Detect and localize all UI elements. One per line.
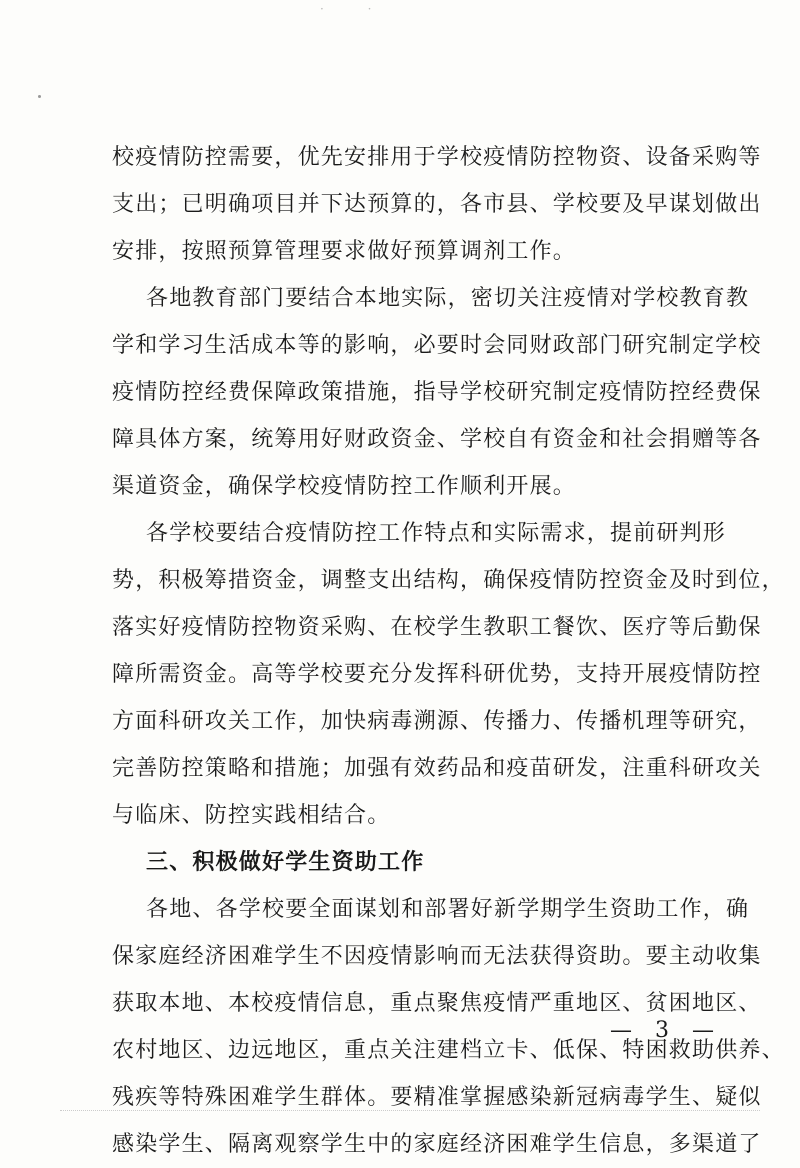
paragraph-start-line: 各学校要结合疫情防控工作特点和实际需求，提前研判形	[146, 521, 727, 546]
text-line: 学和学习生活成本等的影响，必要时会同财政部门研究制定学校	[112, 333, 762, 358]
paragraph-start-line: 各地教育部门要结合本地实际，密切关注疫情对学校教育教	[146, 286, 750, 311]
text-line: 疫情防控经费保障政策措施，指导学校研究制定疫情防控经费保	[112, 380, 762, 405]
text-line: 安排，按照预算管理要求做好预算调剂工作。	[112, 239, 577, 264]
text-line: 校疫情防控需要，优先安排用于学校疫情防控物资、设备采购等	[112, 145, 762, 170]
text-line: 完善防控策略和措施；加强有效药品和疫苗研发，注重科研攻关	[112, 756, 762, 781]
text-line: 残疾等特殊困难学生群体。要精准掌握感染新冠病毒学生、疑似	[112, 1085, 762, 1110]
text-line: 与临床、防控实践相结合。	[112, 803, 391, 828]
text-line: 势，积极筹措资金，调整支出结构，确保疫情防控资金及时到位，	[112, 568, 785, 593]
text-line: 方面科研攻关工作，加快病毒溯源、传播力、传播机理等研究，	[112, 709, 762, 734]
paragraph-start-line: 各地、各学校要全面谋划和部署好新学期学生资助工作，确	[146, 897, 750, 922]
text-line: 落实好疫情防控物资采购、在校学生教职工餐饮、医疗等后勤保	[112, 615, 762, 640]
text-line: 感染学生、隔离观察学生中的家庭经济困难学生信息，多渠道了	[112, 1132, 762, 1157]
text-line: 获取本地、本校疫情信息，重点聚焦疫情严重地区、贫困地区、	[112, 991, 762, 1016]
text-line: 障具体方案，统筹用好财政资金、学校自有资金和社会捐赠等各	[112, 427, 762, 452]
scan-artifact-footer	[60, 1110, 760, 1123]
section-heading: 三、积极做好学生资助工作	[146, 850, 425, 875]
text-line: 障所需资金。高等学校要充分发挥科研优势，支持开展疫情防控	[112, 662, 762, 687]
text-line: 农村地区、边远地区，重点关注建档立卡、低保、特困救助供养、	[112, 1038, 785, 1063]
scan-artifact-marks: · ·	[320, 2, 392, 16]
document-body	[112, 134, 785, 1168]
text-line: 支出；已明确项目并下达预算的，各市县、学校要及早谋划做出	[112, 192, 762, 217]
text-line: 渠道资金，确保学校疫情防控工作顺利开展。	[112, 474, 577, 499]
page-number: — 3 —	[610, 1018, 722, 1043]
scan-speck	[38, 95, 41, 98]
text-line: 保家庭经济困难学生不因疫情影响而无法获得资助。要主动收集	[112, 944, 762, 969]
